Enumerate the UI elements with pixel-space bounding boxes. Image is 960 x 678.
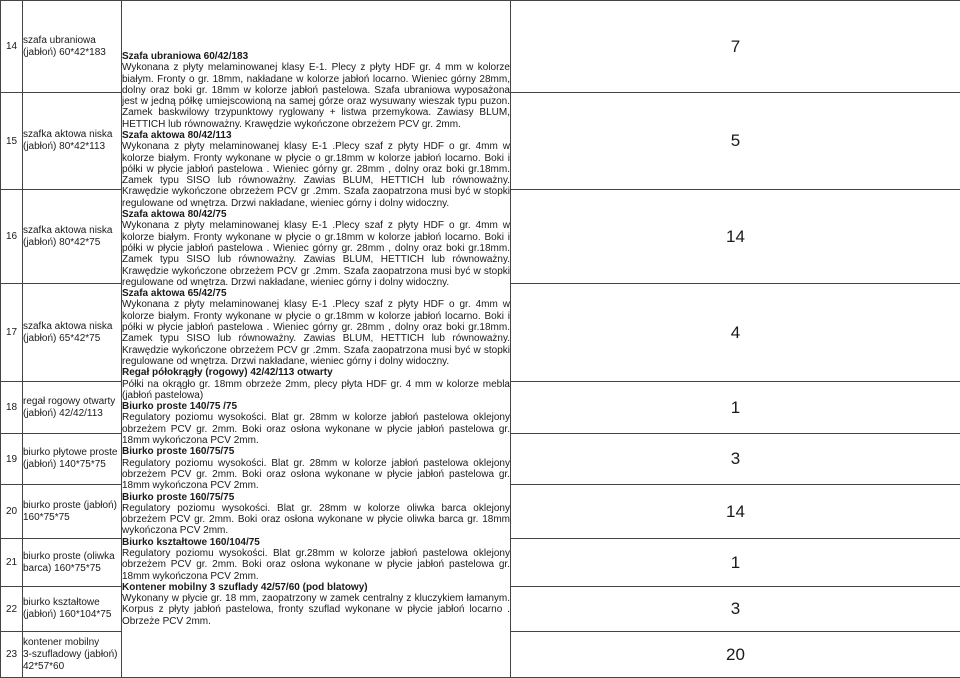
item-name <box>23 485 122 539</box>
item-name <box>23 93 122 190</box>
item-name-line: szafka aktowa niska <box>23 225 121 237</box>
item-name-line: biurko płytowe proste <box>23 447 121 459</box>
description-title: Regał półokrągły (rogowy) 42/42/113 otwarty <box>122 367 510 378</box>
item-name-line: szafka aktowa niska <box>23 129 121 141</box>
item-name <box>23 632 122 678</box>
description-title: Biurko kształtowe 160/104/75 <box>122 537 510 548</box>
description-text: Wykonana z płyty melaminowanej klasy E-1 .Plecy szaf z płyty HDF o gr. 4mm w kolorze białym. Fronty wykonane w płycie o gr.18mm w kolorze jabłoń locarno. Boki i półki w płycie jabłoń pastelowa . Wieniec górny gr. 28mm , dolny oraz boki gr.18mm. Zamek typu SISO lub równoważny. Zawias BLUM, HETTICH lub równoważny. Krawędzie wykończone obrzeżem PCV gr .2mm. Szafa zaopatrzona musi być w stopki regulowane od wnętrza. Drzwi nakładane, wieniec górny i dolny widoczny. <box>122 220 510 288</box>
description-text: Wykonana z płyty melaminowanej klasy E-1. Plecy z płyty HDF gr. 4 mm w kolorze białym. Fronty o gr. 18mm, nakładane w kolorze jabłoń locarno. Wieniec górny 28mm, dolny oraz boki gr. 18mm w kolorze jabłoń pastelowa. Szafa ubraniowa wyposażona jest w jedną półkę umiejscowioną na samej górze oraz wysuwany wieszak typu puzon. Zamek baskwilowy trzypunktowy ryglowany + listwa przemykowa. Zawiasy BLUM, HETTICH lub równoważny. Krawędzie wykończone obrzeżem PCV gr. 2mm. <box>122 62 510 130</box>
item-name <box>23 382 122 434</box>
item-name-line: (jabłoń) 140*75*75 <box>23 459 121 471</box>
item-name-line: (jabłoń) 60*42*183 <box>23 47 121 59</box>
row-number: 19 <box>1 434 23 485</box>
item-name-line: 3-szufladowy (jabłoń) <box>23 649 121 661</box>
item-name <box>23 1 122 93</box>
item-name <box>23 190 122 284</box>
item-name-line: (jabłoń) 160*104*75 <box>23 609 121 621</box>
description-title: Kontener mobilny 3 szuflady 42/57/60 (pod blatowy) <box>122 582 510 593</box>
row-number: 14 <box>1 1 23 93</box>
quantity: 5 <box>511 93 960 190</box>
row-number: 17 <box>1 284 23 382</box>
item-name-line: 42*57*60 <box>23 661 121 673</box>
quantity: 3 <box>511 587 960 632</box>
description-text: Wykonany w płycie gr. 18 mm, zaopatrzony w zamek centralny z kluczykiem łamanym. Korpus z płyty jabłoń pastelowa, fronty szuflad wykonane w płycie jabłoń locarno . Obrzeże PCV 2mm. <box>122 593 510 627</box>
quantity: 3 <box>511 434 960 485</box>
item-name-line: (jabłoń) 80*42*113 <box>23 141 121 153</box>
item-name <box>23 284 122 382</box>
item-name-line: (jabłoń) 65*42*75 <box>23 333 121 345</box>
item-name-line: biurko proste (oliwka <box>23 551 121 563</box>
item-name-line: szafka aktowa niska <box>23 321 121 333</box>
row-number: 21 <box>1 539 23 587</box>
quantity: 4 <box>511 284 960 382</box>
row-number: 16 <box>1 190 23 284</box>
description-title: Szafa aktowa 65/42/75 <box>122 288 510 299</box>
item-name-line: (jabłoń) 80*42*75 <box>23 237 121 249</box>
description-title: Biurko proste 140/75 /75 <box>122 401 510 412</box>
item-name-line: (jabłoń) 42/42/113 <box>23 408 121 420</box>
row-number: 23 <box>1 632 23 678</box>
item-name-line: 160*75*75 <box>23 512 121 524</box>
item-name <box>23 587 122 632</box>
item-name-line: biurko proste (jabłoń) <box>23 500 121 512</box>
description-cell <box>122 1 511 678</box>
description-title: Biurko proste 160/75/75 <box>122 446 510 457</box>
description-text: Regulatory poziomu wysokości. Blat gr. 28mm w kolorze jabłoń pastelowa oklejony obrzeżem PCV gr. 2mm. Boki oraz osłona wykonane w płycie jabłoń pastelowa gr. 18mm wykończona PCV 2mm. <box>122 458 510 492</box>
description-title: Biurko proste 160/75/75 <box>122 492 510 503</box>
quantity: 1 <box>511 382 960 434</box>
description-text: Półki na okrągło gr. 18mm obrzeże 2mm, plecy płyta HDF gr. 4 mm w kolorze mebla (jabłoń pastelowa) <box>122 379 510 402</box>
quantity: 7 <box>511 1 960 93</box>
item-name-line: regał rogowy otwarty <box>23 396 121 408</box>
quantity: 14 <box>511 485 960 539</box>
row-number: 15 <box>1 93 23 190</box>
description-text: Regulatory poziomu wysokości. Blat gr. 28mm w kolorze jabłoń pastelowa oklejony obrzeżem PCV gr. 2mm. Boki oraz osłona wykonane w płycie jabłoń pastelowa gr. 18mm wykończona PCV 2mm. <box>122 412 510 446</box>
table-row <box>1 1 960 93</box>
description-text: Wykonana z płyty melaminowanej klasy E-1 .Plecy szaf z płyty HDF o gr. 4mm w kolorze białym. Fronty wykonane w płycie o gr.18mm w kolorze jabłoń locarno. Boki i półki w płycie jabłoń pastelowa . Wieniec górny gr. 28mm , dolny oraz boki gr.18mm. Zamek typu SISO lub równoważny. Zawias BLUM, HETTICH lub równoważny. Krawędzie wykończone obrzeżem PCV gr .2mm. Szafa zaopatrzona musi być w stopki regulowane od wnętrza. Drzwi nakładane, wieniec górny i dolny widoczny. <box>122 299 510 367</box>
item-name-line: barca) 160*75*75 <box>23 563 121 575</box>
description-title: Szafa aktowa 80/42/75 <box>122 209 510 220</box>
description-text: Regulatory poziomu wysokości. Blat gr. 28mm w kolorze oliwka barca oklejony obrzeżem PCV gr. 2mm. Boki oraz osłona wykonane w płycie oliwka barca gr. 18mm wykończona PCV 2mm. <box>122 503 510 537</box>
item-name-line: kontener mobilny <box>23 637 121 649</box>
item-name <box>23 539 122 587</box>
description-text: Regulatory poziomu wysokości. Blat gr.28mm w kolorze jabłoń pastelowa oklejony obrzeżem PCV gr. 2mm. Boki oraz osłona wykonane w płycie jabłoń pastelowa gr. 18mm wykończona PCV 2mm. <box>122 548 510 582</box>
item-name-line: biurko kształtowe <box>23 597 121 609</box>
row-number: 20 <box>1 485 23 539</box>
quantity: 20 <box>511 632 960 678</box>
row-number: 18 <box>1 382 23 434</box>
description-title: Szafa ubraniowa 60/42/183 <box>122 51 510 62</box>
quantity: 14 <box>511 190 960 284</box>
quantity: 1 <box>511 539 960 587</box>
item-name <box>23 434 122 485</box>
description-text: Wykonana z płyty melaminowanej klasy E-1 .Plecy szaf z płyty HDF o gr. 4mm w kolorze białym. Fronty wykonane w płycie o gr.18mm w kolorze jabłoń locarno. Boki i półki w płycie jabłoń pastelowa . Wieniec górny gr. 28mm , dolny oraz boki gr.18mm. Zamek typu SISO lub równoważny. Zawias BLUM, HETTICH lub równoważny. Krawędzie wykończone obrzeżem PCV gr .2mm. Szafa zaopatrzona musi być w stopki regulowane od wnętrza. Drzwi nakładane, wieniec górny i dolny widoczny. <box>122 141 510 209</box>
item-name-line: szafa ubraniowa <box>23 35 121 47</box>
description-title: Szafa aktowa 80/42/113 <box>122 130 510 141</box>
row-number: 22 <box>1 587 23 632</box>
